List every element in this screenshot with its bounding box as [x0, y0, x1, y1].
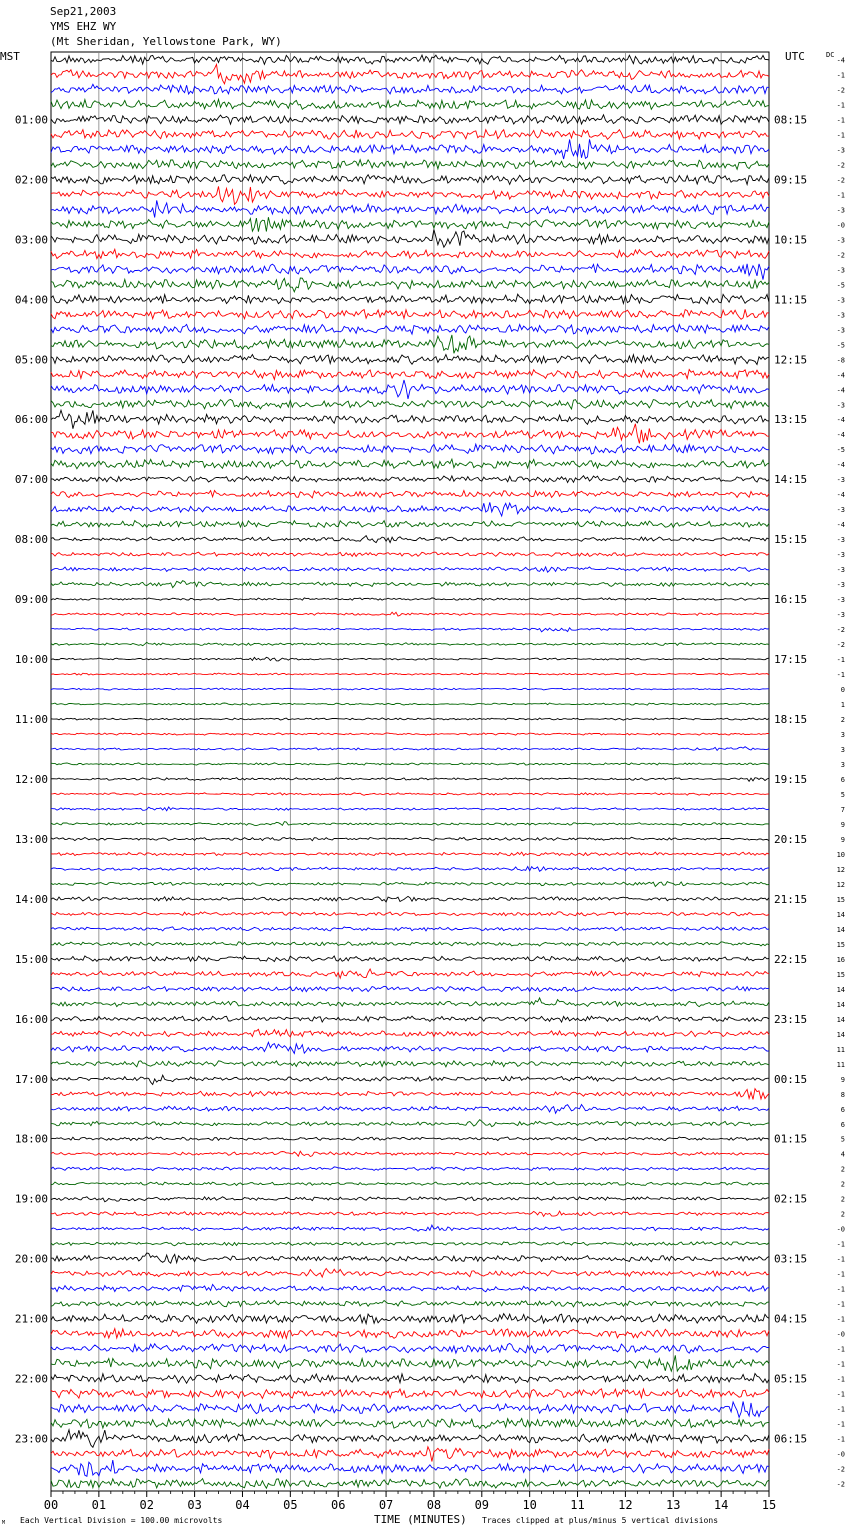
- dc-label: DC: [826, 51, 835, 59]
- dc-offset-value: -1: [836, 131, 845, 140]
- seismic-trace: [51, 956, 769, 962]
- x-tick-label: 04: [235, 1498, 250, 1512]
- seismic-trace: [51, 115, 769, 125]
- dc-offset-value: 14: [836, 1000, 845, 1009]
- right-timezone-label: UTC: [785, 50, 805, 63]
- seismic-trace: [51, 1105, 769, 1114]
- dc-offset-value: -3: [836, 581, 845, 590]
- dc-offset-value: -1: [836, 1240, 845, 1249]
- seismic-trace: [51, 807, 769, 811]
- seismic-trace: [51, 1314, 769, 1324]
- seismic-trace: [51, 264, 769, 280]
- dc-offset-value: -1: [836, 1300, 845, 1309]
- dc-offset-value: 8: [840, 1090, 845, 1099]
- station-location: (Mt Sheridan, Yellowstone Park, WY): [50, 35, 282, 48]
- hour-label-mst: 14:00: [14, 892, 48, 906]
- dc-offset-value: 15: [836, 895, 845, 904]
- dc-offset-value: 10: [836, 850, 845, 859]
- dc-offset-value: 3: [840, 746, 845, 755]
- seismic-trace: [51, 703, 769, 705]
- hour-label-mst: 11:00: [14, 713, 48, 727]
- dc-offset-value: 14: [836, 1015, 845, 1024]
- hour-label-mst: 21:00: [14, 1312, 48, 1326]
- dc-offset-value: 3: [840, 731, 845, 740]
- seismic-trace: [51, 1460, 769, 1476]
- dc-offset-value: 6: [840, 775, 845, 784]
- x-tick-label: 02: [139, 1498, 154, 1512]
- x-tick-label: 01: [91, 1498, 107, 1512]
- hour-label-utc: 02:15: [774, 1192, 808, 1206]
- hour-label-utc: 20:15: [774, 832, 808, 846]
- dc-offset-value: 5: [840, 1135, 845, 1144]
- seismic-trace: [51, 763, 769, 765]
- seismic-trace: [51, 1029, 769, 1037]
- dc-offset-value: -1: [836, 1360, 845, 1369]
- seismic-trace: [51, 896, 769, 902]
- seismic-trace: [51, 355, 769, 365]
- seismic-trace: [51, 986, 769, 991]
- dc-offset-value: -4: [836, 431, 845, 440]
- hour-label-utc: 23:15: [774, 1012, 808, 1026]
- seismic-trace: [51, 1479, 769, 1489]
- dc-offset-value: 6: [840, 1120, 845, 1129]
- seismic-trace: [51, 400, 769, 410]
- dc-offset-value: -1: [836, 1285, 845, 1294]
- seismic-trace: [51, 998, 769, 1007]
- seismic-trace: [51, 410, 769, 428]
- dc-offset-value: -3: [836, 266, 845, 275]
- dc-offset-value: -2: [836, 641, 845, 650]
- dc-offset-value: 12: [836, 865, 845, 874]
- seismic-trace: [51, 1042, 769, 1053]
- dc-offset-value: 2: [840, 1210, 845, 1219]
- seismic-trace: [51, 84, 769, 94]
- seismic-trace: [51, 1402, 769, 1418]
- seismic-trace: [51, 1089, 769, 1100]
- seismic-trace: [51, 852, 769, 856]
- dc-offset-value: -4: [836, 521, 845, 530]
- dc-offset-value: 3: [840, 761, 845, 770]
- seismic-trace: [51, 1016, 769, 1022]
- seismic-trace: [51, 1151, 769, 1156]
- hour-label-mst: 05:00: [14, 353, 48, 367]
- hour-label-utc: 00:15: [774, 1072, 808, 1086]
- seismic-trace: [51, 370, 769, 380]
- dc-offset-value: -3: [836, 596, 845, 605]
- dc-offset-value: -3: [836, 536, 845, 545]
- dc-offset-value: -1: [836, 1375, 845, 1384]
- dc-offset-value: -1: [836, 101, 845, 110]
- seismic-trace: [51, 335, 769, 353]
- dc-offset-value: -1: [836, 656, 845, 665]
- x-tick-label: 05: [283, 1498, 298, 1512]
- hour-label-utc: 10:15: [774, 233, 808, 247]
- seismic-trace: [51, 99, 769, 109]
- seismic-trace: [51, 502, 769, 516]
- hour-label-utc: 01:15: [774, 1132, 808, 1146]
- hour-label-utc: 22:15: [774, 952, 808, 966]
- clip-note: Traces clipped at plus/minus 5 vertical divisions: [482, 1516, 719, 1525]
- dc-offset-value: -1: [836, 1255, 845, 1264]
- seismic-trace: [51, 294, 769, 304]
- dc-offset-value: -3: [836, 236, 845, 245]
- seismic-trace: [51, 657, 769, 661]
- hour-label-mst: 16:00: [14, 1012, 48, 1026]
- seismic-trace: [51, 521, 769, 528]
- seismic-trace: [51, 927, 769, 931]
- dc-offset-value: -3: [836, 401, 845, 410]
- dc-offset-value: 9: [840, 820, 845, 829]
- seismic-trace: [51, 175, 769, 185]
- seismic-trace: [51, 733, 769, 735]
- dc-offset-value: 11: [836, 1060, 845, 1069]
- dc-offset-value: -1: [836, 1270, 845, 1279]
- seismic-trace: [51, 200, 769, 217]
- seismic-trace: [51, 278, 769, 292]
- seismic-trace: [51, 747, 769, 751]
- dc-offset-value: -0: [836, 1225, 845, 1234]
- hour-label-mst: 18:00: [14, 1132, 48, 1146]
- hour-label-mst: 12:00: [14, 772, 48, 786]
- dc-offset-value: -1: [836, 71, 845, 80]
- dc-offset-value: -1: [836, 1315, 845, 1324]
- dc-offset-value: -3: [836, 296, 845, 305]
- dc-offset-value: 4: [840, 1150, 845, 1159]
- seismic-trace: [51, 476, 769, 483]
- dc-offset-value: -1: [836, 671, 845, 680]
- dc-offset-value: -5: [836, 281, 845, 290]
- seismic-trace: [51, 778, 769, 782]
- x-tick-label: 06: [330, 1498, 346, 1512]
- seismic-trace: [51, 1301, 769, 1307]
- seismic-trace: [51, 1225, 769, 1231]
- dc-offset-value: 9: [840, 835, 845, 844]
- seismic-trace: [51, 160, 769, 170]
- seismic-trace: [51, 424, 769, 444]
- seismic-trace: [51, 1284, 769, 1291]
- seismic-trace: [51, 1137, 769, 1141]
- seismic-trace: [51, 444, 769, 454]
- seismic-trace: [51, 688, 769, 690]
- dc-offset-value: 14: [836, 1030, 845, 1039]
- left-timezone-label: MST: [0, 50, 20, 63]
- hour-label-mst: 15:00: [14, 952, 48, 966]
- seismic-trace: [51, 1197, 769, 1202]
- hour-label-mst: 04:00: [14, 293, 48, 307]
- x-tick-label: 11: [570, 1498, 585, 1512]
- seismic-trace: [51, 1167, 769, 1171]
- hour-label-mst: 19:00: [14, 1192, 48, 1206]
- seismic-trace: [51, 230, 769, 248]
- dc-offset-value: -3: [836, 476, 845, 485]
- seismic-trace: [51, 1075, 769, 1084]
- hour-label-mst: 06:00: [14, 413, 48, 427]
- dc-offset-value: 14: [836, 985, 845, 994]
- dc-offset-value: -3: [836, 311, 845, 320]
- hour-label-utc: 03:15: [774, 1252, 808, 1266]
- hour-label-utc: 13:15: [774, 413, 808, 427]
- seismic-trace: [51, 1430, 769, 1448]
- dc-offset-value: -4: [836, 386, 845, 395]
- hour-label-utc: 17:15: [774, 653, 808, 667]
- dc-offset-value: 1: [840, 701, 845, 710]
- seismic-trace: [51, 1419, 769, 1429]
- dc-offset-value: 14: [836, 910, 845, 919]
- dc-offset-value: -2: [836, 86, 845, 95]
- hour-label-utc: 08:15: [774, 113, 808, 127]
- seismic-trace: [51, 491, 769, 498]
- seismic-trace: [51, 64, 769, 83]
- dc-offset-value: 12: [836, 880, 845, 889]
- x-tick-label: 15: [761, 1498, 777, 1512]
- seismic-trace: [51, 969, 769, 978]
- seismic-trace: [51, 552, 769, 556]
- hour-label-utc: 09:15: [774, 173, 808, 187]
- hour-label-mst: 01:00: [14, 113, 48, 127]
- seismic-trace: [51, 1211, 769, 1216]
- hour-label-mst: 02:00: [14, 173, 48, 187]
- dc-offset-value: 11: [836, 1045, 845, 1054]
- seismic-trace: [51, 1447, 769, 1462]
- seismic-trace: [51, 1389, 769, 1399]
- dc-offset-value: 9: [840, 1075, 845, 1084]
- dc-offset-value: -1: [836, 1435, 845, 1444]
- hour-label-mst: 08:00: [14, 533, 48, 547]
- seismic-trace: [51, 1329, 769, 1339]
- hour-label-mst: 20:00: [14, 1252, 48, 1266]
- hour-label-mst: 22:00: [14, 1372, 48, 1386]
- dc-offset-value: 15: [836, 940, 845, 949]
- dc-offset-value: 15: [836, 970, 845, 979]
- dc-offset-value: -2: [836, 1480, 845, 1489]
- x-axis-label: TIME (MINUTES): [374, 1513, 467, 1526]
- hour-label-utc: 11:15: [774, 293, 808, 307]
- hour-label-utc: 06:15: [774, 1432, 808, 1446]
- hour-label-mst: 09:00: [14, 593, 48, 607]
- seismic-trace: [51, 217, 769, 232]
- seismic-trace: [51, 628, 769, 632]
- x-tick-label: 07: [378, 1498, 394, 1512]
- x-tick-label: 09: [474, 1498, 490, 1512]
- dc-offset-value: 7: [840, 805, 845, 814]
- dc-offset-value: -3: [836, 566, 845, 575]
- seismic-trace: [51, 1120, 769, 1127]
- hour-label-mst: 07:00: [14, 473, 48, 487]
- seismic-trace: [51, 673, 769, 675]
- hour-label-mst: 13:00: [14, 832, 48, 846]
- x-tick-label: 12: [618, 1498, 633, 1512]
- dc-offset-value: -0: [836, 1330, 845, 1339]
- hour-label-mst: 03:00: [14, 233, 48, 247]
- seismic-trace: [51, 536, 769, 543]
- dc-offset-value: -1: [836, 116, 845, 125]
- seismic-trace: [51, 459, 769, 469]
- dc-offset-value: -4: [836, 461, 845, 470]
- hour-label-mst: 23:00: [14, 1432, 48, 1446]
- dc-offset-value: -5: [836, 341, 845, 350]
- dc-offset-value: -4: [836, 56, 845, 65]
- dc-offset-value: 2: [840, 1195, 845, 1204]
- dc-offset-value: -0: [836, 221, 845, 230]
- dc-offset-value: -3: [836, 611, 845, 620]
- seismic-trace: [51, 1182, 769, 1186]
- hour-label-utc: 05:15: [774, 1372, 808, 1386]
- seismic-trace: [51, 1242, 769, 1246]
- station-code: YMS EHZ WY: [50, 20, 117, 33]
- hour-label-utc: 21:15: [774, 892, 808, 906]
- hour-label-utc: 16:15: [774, 593, 808, 607]
- seismic-trace: [51, 867, 769, 872]
- scale-note: Each Vertical Division = 100.00 microvolts: [20, 1516, 223, 1525]
- x-tick-label: 14: [713, 1498, 729, 1512]
- seismic-trace: [51, 309, 769, 319]
- seismic-trace: [51, 793, 769, 796]
- dc-offset-value: -2: [836, 176, 845, 185]
- seismic-trace: [51, 249, 769, 258]
- recording-date: Sep21,2003: [50, 5, 117, 18]
- seismic-trace: [51, 642, 769, 645]
- seismic-trace: [51, 882, 769, 887]
- seismic-trace: [51, 567, 769, 572]
- dc-offset-value: 14: [836, 925, 845, 934]
- dc-offset-value: 16: [836, 955, 845, 964]
- dc-offset-value: -3: [836, 506, 845, 515]
- dc-offset-value: -2: [836, 626, 845, 635]
- dc-offset-value: -1: [836, 1345, 845, 1354]
- corner-mark: M: [2, 1520, 6, 1526]
- seismic-trace: [51, 186, 769, 204]
- dc-offset-value: 5: [840, 790, 845, 799]
- hour-label-utc: 18:15: [774, 713, 808, 727]
- seismic-trace: [51, 581, 769, 588]
- dc-offset-value: -2: [836, 251, 845, 260]
- dc-offset-value: 2: [840, 1180, 845, 1189]
- dc-offset-value: -3: [836, 551, 845, 560]
- dc-offset-value: 6: [840, 1105, 845, 1114]
- seismic-trace: [51, 1269, 769, 1278]
- hour-label-utc: 15:15: [774, 533, 808, 547]
- seismic-trace: [51, 837, 769, 840]
- hour-label-mst: 17:00: [14, 1072, 48, 1086]
- dc-offset-value: 2: [840, 1165, 845, 1174]
- x-tick-label: 10: [522, 1498, 537, 1512]
- hour-label-utc: 14:15: [774, 473, 808, 487]
- seismic-trace: [51, 598, 769, 600]
- seismic-trace: [51, 324, 769, 334]
- x-tick-label: 13: [666, 1498, 681, 1512]
- seismic-trace: [51, 1061, 769, 1067]
- dc-offset-value: -1: [836, 1405, 845, 1414]
- dc-offset-value: -2: [836, 161, 845, 170]
- seismic-trace: [51, 912, 769, 916]
- seismic-trace: [51, 130, 769, 140]
- dc-offset-value: -3: [836, 146, 845, 155]
- x-tick-label: 00: [43, 1498, 59, 1512]
- dc-offset-value: -1: [836, 1390, 845, 1399]
- dc-offset-value: -5: [836, 446, 845, 455]
- dc-offset-value: -4: [836, 371, 845, 380]
- dc-offset-value: -3: [836, 326, 845, 335]
- dc-offset-value: 2: [840, 716, 845, 725]
- dc-offset-value: -3: [836, 206, 845, 215]
- hour-label-mst: 10:00: [14, 653, 48, 667]
- hour-label-utc: 19:15: [774, 772, 808, 786]
- dc-offset-value: -4: [836, 491, 845, 500]
- dc-offset-value: -2: [836, 1465, 845, 1474]
- seismic-trace: [51, 612, 769, 616]
- seismic-trace: [51, 718, 769, 720]
- hour-label-utc: 12:15: [774, 353, 808, 367]
- dc-offset-value: -1: [836, 1420, 845, 1429]
- dc-offset-value: -4: [836, 416, 845, 425]
- seismic-trace: [51, 139, 769, 159]
- x-tick-label: 08: [426, 1498, 442, 1512]
- seismic-trace: [51, 1355, 769, 1371]
- seismic-trace: [51, 380, 769, 399]
- dc-offset-value: -1: [836, 191, 845, 200]
- x-tick-label: 03: [187, 1498, 202, 1512]
- dc-offset-value: 0: [840, 686, 845, 695]
- seismic-trace: [51, 822, 769, 826]
- seismic-trace: [51, 942, 769, 946]
- hour-label-utc: 04:15: [774, 1312, 808, 1326]
- seismic-trace: [51, 1253, 769, 1263]
- dc-offset-value: -8: [836, 356, 845, 365]
- dc-offset-value: -0: [836, 1450, 845, 1459]
- seismic-trace: [51, 1374, 769, 1384]
- seismic-trace: [51, 1343, 769, 1353]
- seismic-trace: [51, 55, 769, 64]
